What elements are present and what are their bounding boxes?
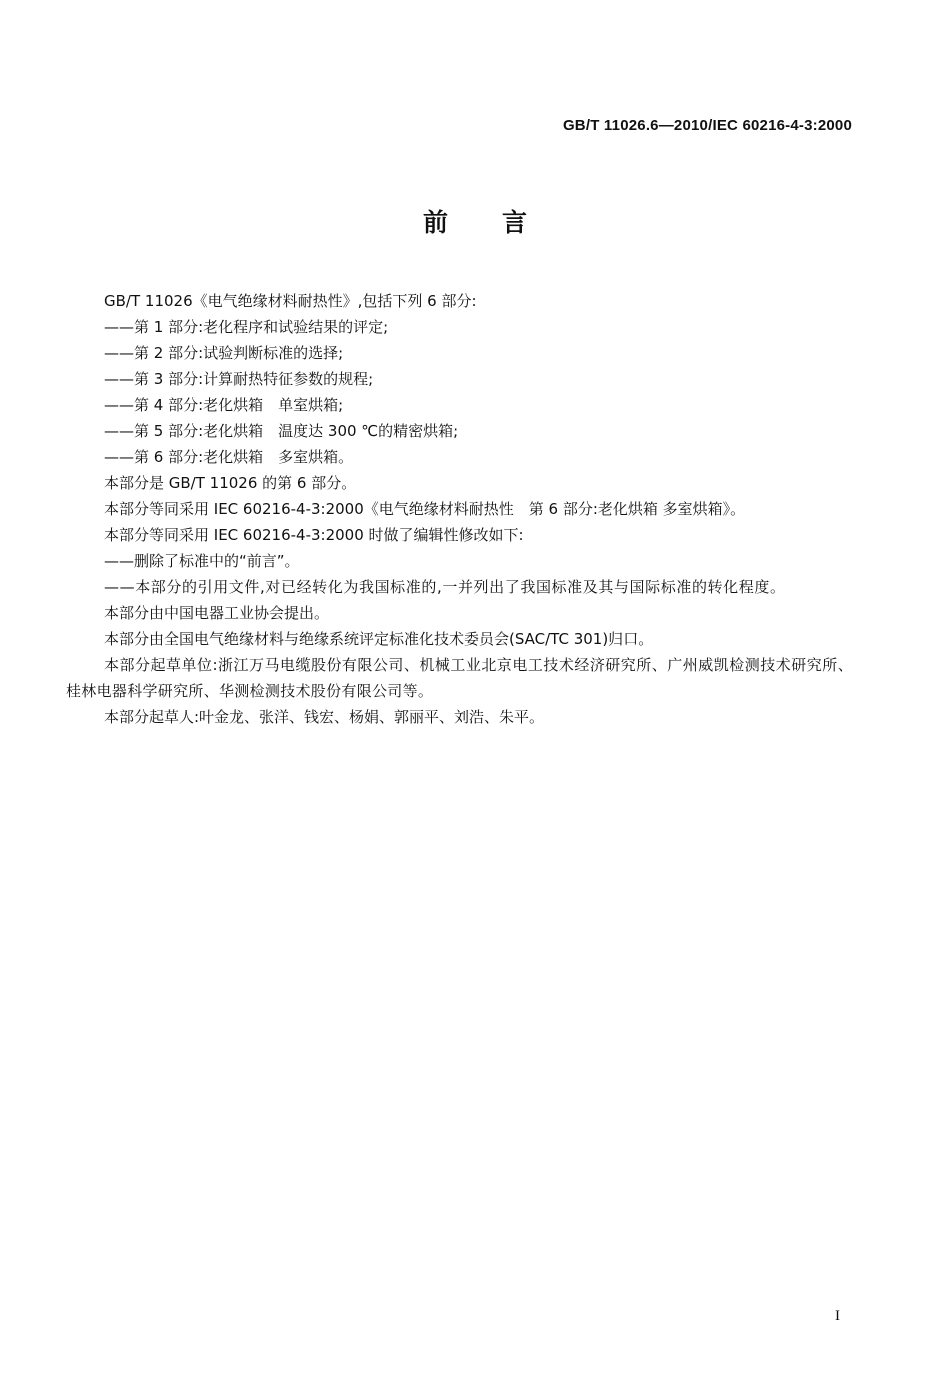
modification-item-2: ——本部分的引用文件,对已经转化为我国标准的,一并列出了我国标准及其与国际标准的转化程度。 — [104, 578, 786, 596]
drafters-paragraph: 本部分起草人:叶金龙、张洋、钱宏、杨娟、郭丽平、刘浩、朱平。 — [104, 708, 545, 726]
proposed-by-paragraph: 本部分由中国电器工业协会提出。 — [104, 604, 330, 622]
page-number: I — [835, 1308, 840, 1324]
list-item-part3: ——第 3 部分:计算耐热特征参数的规程; — [104, 370, 374, 388]
equivalent-paragraph: 本部分等同采用 IEC 60216-4-3:2000《电气绝缘材料耐热性 第 6 部分:老化烘箱 多室烘箱》。 — [104, 500, 746, 518]
drafting-units-paragraph: 本部分起草单位:浙江万马电缆股份有限公司、机械工业北京电工技术经济研究所、广州威凯检测技术研究所、桂林电器科学研究所、华测检测技术股份有限公司等。 — [66, 656, 853, 700]
foreword-body — [66, 288, 853, 730]
standard-code-header: GB/T 11026.6—2010/IEC 60216-4-3:2000 — [562, 117, 852, 134]
modifications-intro-paragraph: 本部分等同采用 IEC 60216-4-3:2000 时做了编辑性修改如下: — [104, 526, 524, 544]
this-part-paragraph: 本部分是 GB/T 11026 的第 6 部分。 — [104, 474, 357, 492]
modification-item-1: ——删除了标准中的“前言”。 — [104, 552, 300, 570]
list-item-part6: ——第 6 部分:老化烘箱 多室烘箱。 — [104, 448, 354, 466]
list-item-part4: ——第 4 部分:老化烘箱 单室烘箱; — [104, 396, 344, 414]
centralized-by-paragraph: 本部分由全国电气绝缘材料与绝缘系统评定标准化技术委员会(SAC/TC 301)归口。 — [104, 630, 654, 648]
intro-paragraph: GB/T 11026《电气绝缘材料耐热性》,包括下列 6 部分: — [104, 292, 477, 310]
list-item-part5: ——第 5 部分:老化烘箱 温度达 300 ℃的精密烘箱; — [104, 422, 459, 440]
list-item-part2: ——第 2 部分:试验判断标准的选择; — [104, 344, 344, 362]
list-item-part1: ——第 1 部分:老化程序和试验结果的评定; — [104, 318, 389, 336]
page-title: 前言 — [422, 208, 581, 237]
